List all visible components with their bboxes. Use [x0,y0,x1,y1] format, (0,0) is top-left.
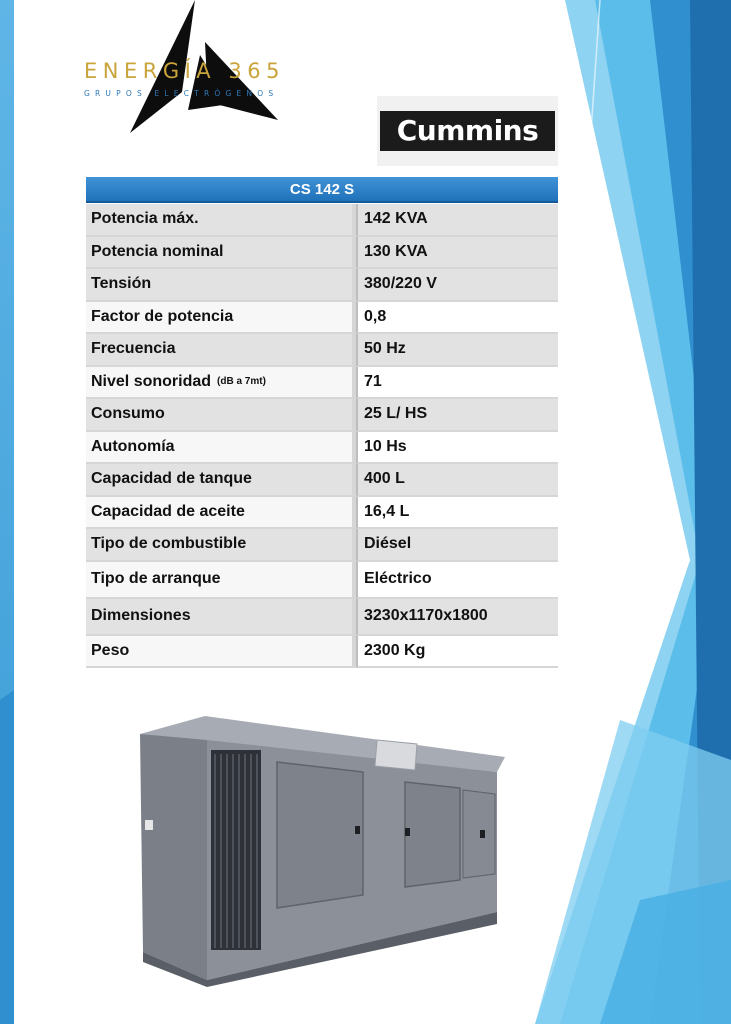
spec-row [86,204,558,237]
brand-name: Cummins [380,111,555,151]
spec-row [86,464,558,497]
spec-value: 380/220 V [356,269,558,302]
spec-row [86,367,558,400]
spec-row [86,432,558,465]
logo-subtitle: GRUPOS ELECTRÓGENOS [84,89,279,98]
spec-label-note: (dB a 7mt) [217,376,266,388]
spec-value: 130 KVA [356,237,558,270]
logo-title: ENERGÍA 365 [84,59,285,83]
generator-image [135,712,505,987]
spec-label: Capacidad de tanque [86,464,356,497]
spec-row [86,562,558,599]
spec-label: Capacidad de aceite [86,497,356,530]
spec-label-text: Nivel sonoridad [91,372,212,390]
spec-label: Autonomía [86,432,356,465]
spec-label: Tipo de arranque [86,562,356,599]
spec-label: Tipo de combustible [86,529,356,562]
spec-value: 10 Hs [356,432,558,465]
spec-label: Dimensiones [86,599,356,636]
spec-table-title: CS 142 S [86,177,558,203]
spec-value: 0,8 [356,302,558,335]
spec-label: Tensión [86,269,356,302]
spec-row [86,497,558,530]
spec-label [86,367,356,400]
spec-label: Potencia máx. [86,204,356,237]
cummins-brand-logo [377,96,558,166]
spec-value: 400 L [356,464,558,497]
spec-row [86,636,558,669]
spec-label: Potencia nominal [86,237,356,270]
spec-row [86,269,558,302]
spec-value: 142 KVA [356,204,558,237]
spec-value: 3230x1170x1800 [356,599,558,636]
spec-label: Consumo [86,399,356,432]
spec-value: 16,4 L [356,497,558,530]
spec-label: Factor de potencia [86,302,356,335]
spec-value: Diésel [356,529,558,562]
spec-row [86,237,558,270]
spec-row [86,399,558,432]
spec-row [86,599,558,636]
spec-label: Frecuencia [86,334,356,367]
spec-row [86,302,558,335]
spec-value: Eléctrico [356,562,558,599]
spec-value: 2300 Kg [356,636,558,669]
spec-value: 50 Hz [356,334,558,367]
spec-label: Peso [86,636,356,669]
spec-value: 25 L/ HS [356,399,558,432]
spec-table [86,204,558,668]
spec-value: 71 [356,367,558,400]
spec-row [86,334,558,367]
spec-row [86,529,558,562]
